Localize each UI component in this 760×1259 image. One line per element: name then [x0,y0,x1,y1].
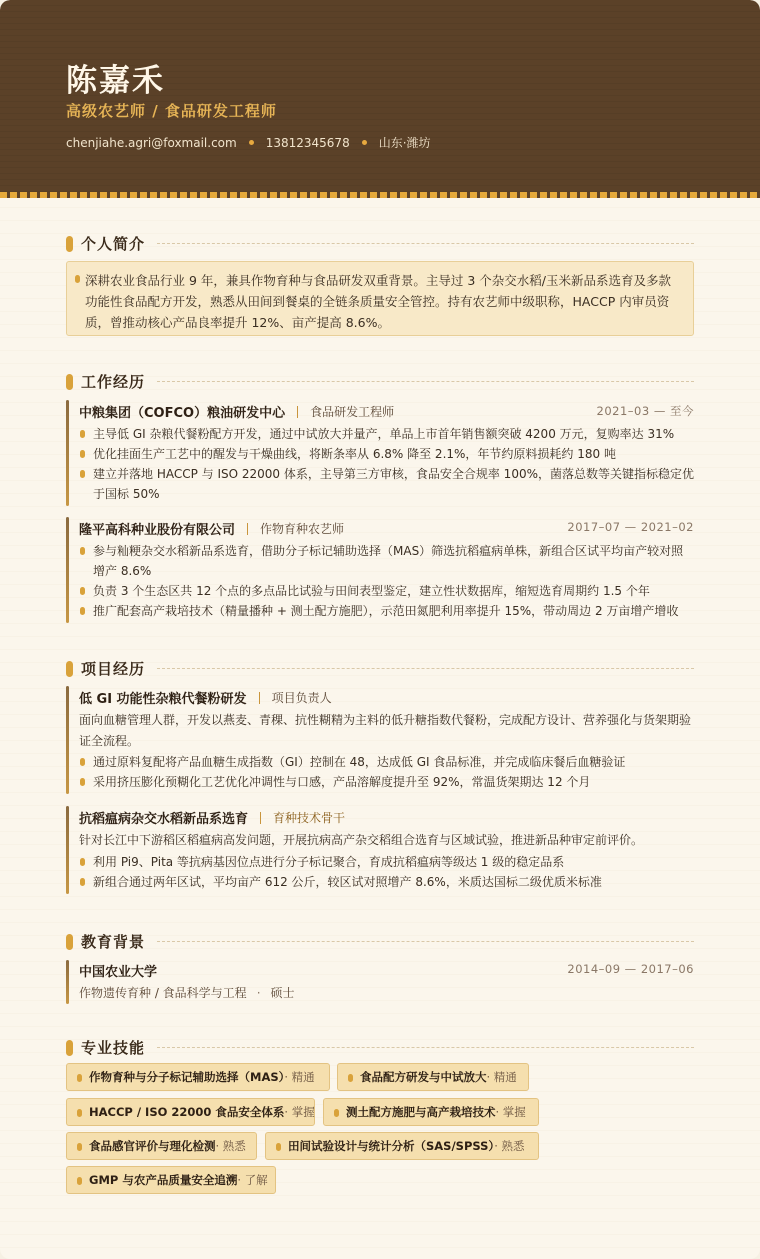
separator [297,406,298,418]
contact-info [66,134,431,151]
entry-header [79,808,345,827]
skill-level: · 掌握 [284,1105,315,1119]
header-decoration-strip [0,192,760,198]
separator [259,692,260,704]
timeline-bar [66,400,69,506]
section-heading: 教育背景 [81,933,146,951]
section-title-skills [66,1037,694,1058]
project-role: 育种技术骨干 [273,811,346,825]
section-heading: 个人简介 [81,235,146,253]
summary-box [66,261,694,336]
skill-chip [66,1098,315,1126]
section-heading: 专业技能 [81,1039,146,1057]
skill-level: · 掌握 [495,1105,526,1119]
skill-level: · 了解 [237,1173,268,1187]
section-title-summary [66,233,694,254]
skill-level: · 精通 [284,1070,315,1084]
degree: 硕士 [270,986,295,1000]
project-entry [66,806,694,894]
bullet-item: 新组合通过两年区试，平均亩产 612 公斤，较区试对照增产 8.6%，米质达国标二级优质米标准 [79,872,694,892]
skill-name: HACCP / ISO 22000 食品安全体系 [89,1105,285,1119]
bullet-item: 利用 Pi9、Pita 等抗病基因位点进行分子标记聚合，育成抗稻瘟病等级达 1 级的稳定品系 [79,852,694,872]
section-heading: 项目经历 [81,660,146,678]
skill-chip [265,1132,539,1160]
candidate-name: 陈嘉禾 [66,63,165,99]
skill-chip [66,1166,276,1194]
date-range: 2021–03 — 至今 [596,404,694,418]
dashed-divider [157,243,694,244]
bullet-item: 通过原料复配将产品血糖生成指数（GI）控制在 48，达成低 GI 食品标准，并完成临床餐后血糖验证 [79,752,694,772]
bullet-item: 优化挂面生产工艺中的醒发与干燥曲线，将断条率从 6.8% 降至 2.1%，年节约原料损耗约 180 吨 [79,444,694,464]
bullet-list [79,424,694,504]
bullet-list [79,752,694,792]
skill-chip [323,1098,539,1126]
separator-dot [249,140,254,145]
section-marker-icon [66,374,73,390]
separator-dot [362,140,367,145]
project-name: 低 GI 功能性杂粮代餐粉研发 [79,692,247,707]
education-entry [66,960,694,1004]
bullet-icon [75,275,80,283]
dashed-divider [157,381,694,382]
section-title-education [66,931,694,952]
skill-name: 田间试验设计与统计分析（SAS/SPSS） [288,1139,495,1153]
section-title-projects [66,658,694,679]
company-name: 中粮集团（COFCO）粮油研发中心 [79,406,286,421]
skill-level: · 精通 [486,1070,517,1084]
skill-name: 食品感官评价与理化检测 [89,1139,216,1153]
major: 作物遗传育种 / 食品科学与工程 [79,986,247,1000]
bullet-item: 主导低 GI 杂粮代餐粉配方开发，通过中试放大并量产，单品上市首年销售额突破 4200 万元，复购率达 31% [79,424,694,444]
skill-name: GMP 与农产品质量安全追溯 [89,1173,238,1187]
email[interactable]: chenjiahe.agri@foxmail.com [66,135,237,150]
project-entry [66,686,694,794]
entry-header [79,688,332,707]
section-heading: 工作经历 [81,373,146,391]
section-marker-icon [66,1040,73,1056]
date-range: 2017–07 — 2021–02 [567,520,694,534]
location: 山东·潍坊 [378,136,431,150]
skill-chip [337,1063,529,1091]
bullet-item: 采用挤压膨化预糊化工艺优化冲调性与口感，产品溶解度提升至 92%，常温货架期达 12 个月 [79,772,694,792]
work-entry [66,400,694,506]
dashed-divider [157,941,694,942]
section-marker-icon [66,661,73,677]
skill-chip [66,1063,330,1091]
entry-header [79,402,394,421]
summary-text: 深耕农业食品行业 9 年，兼具作物育种与食品研发双重背景。主导过 3 个杂交水稻/玉米新品系选育及多款功能性食品配方开发，熟悉从田间到餐桌的全链条质量安全管控。持有农艺师中级职称，HACCP 内审员资质，曾推动核心产品良率提升 12%、亩产提高 8.6%。 [85,273,672,330]
bullet-item: 推广配套高产栽培技术（精量播种 + 测土配方施肥），示范田氮肥利用率提升 15%，带动周边 2 万亩增产增收 [79,601,694,621]
company-name: 隆平高科种业股份有限公司 [79,523,236,538]
timeline-bar [66,960,69,1004]
dashed-divider [157,1047,694,1048]
phone[interactable]: 13812345678 [265,135,350,150]
skill-level: · 熟悉 [494,1139,525,1153]
section-marker-icon [66,236,73,252]
timeline-bar [66,517,69,623]
school-name: 中国农业大学 [79,965,158,980]
entry-header [79,519,344,538]
entry-header [79,961,157,980]
bullet-item: 参与籼粳杂交水稻新品系选育，借助分子标记辅助选择（MAS）筛选抗稻瘟病单株，新组合区试平均亩产较对照增产 8.6% [79,541,694,581]
separator [247,523,248,535]
project-description: 针对长江中下游稻区稻瘟病高发问题，开展抗病高产杂交稻组合选育与区域试验，推进新品种审定前评价。 [79,833,644,847]
bullet-list [79,541,694,621]
project-description: 面向血糖管理人群，开发以燕麦、青稞、抗性糊精为主料的低升糖指数代餐粉，完成配方设计、营养强化与货架期验证全流程。 [79,713,692,748]
skill-name: 食品配方研发与中试放大 [360,1070,487,1084]
resume-header [0,0,760,194]
bullet-item: 建立并落地 HACCP 与 ISO 22000 体系，主导第三方审核，食品安全合规率 100%，菌落总数等关键指标稳定优于国标 50% [79,464,694,504]
bullet-list [79,852,694,892]
education-details [79,984,295,1001]
project-name: 抗稻瘟病杂交水稻新品系选育 [79,812,249,827]
skill-name: 作物育种与分子标记辅助选择（MAS） [89,1070,285,1084]
section-title-work [66,371,694,392]
section-marker-icon [66,934,73,950]
bullet-item: 负责 3 个生态区共 12 个点的多点品比试验与田间表型鉴定，建立性状数据库，缩短选育周期约 1.5 个年 [79,581,694,601]
work-entry [66,517,694,623]
project-role: 项目负责人 [271,691,332,705]
job-title: 作物育种农艺师 [260,522,345,536]
skill-chip [66,1132,257,1160]
skill-level: · 熟悉 [215,1139,246,1153]
candidate-role: 高级农艺师 / 食品研发工程师 [66,102,277,120]
dashed-divider [157,668,694,669]
job-title: 食品研发工程师 [310,405,395,419]
separator-dot: · [256,985,261,1000]
date-range: 2014–09 — 2017–06 [567,962,694,976]
timeline-bar [66,806,69,894]
timeline-bar [66,686,69,794]
skill-name: 测土配方施肥与高产栽培技术 [346,1105,496,1119]
separator [260,812,261,824]
